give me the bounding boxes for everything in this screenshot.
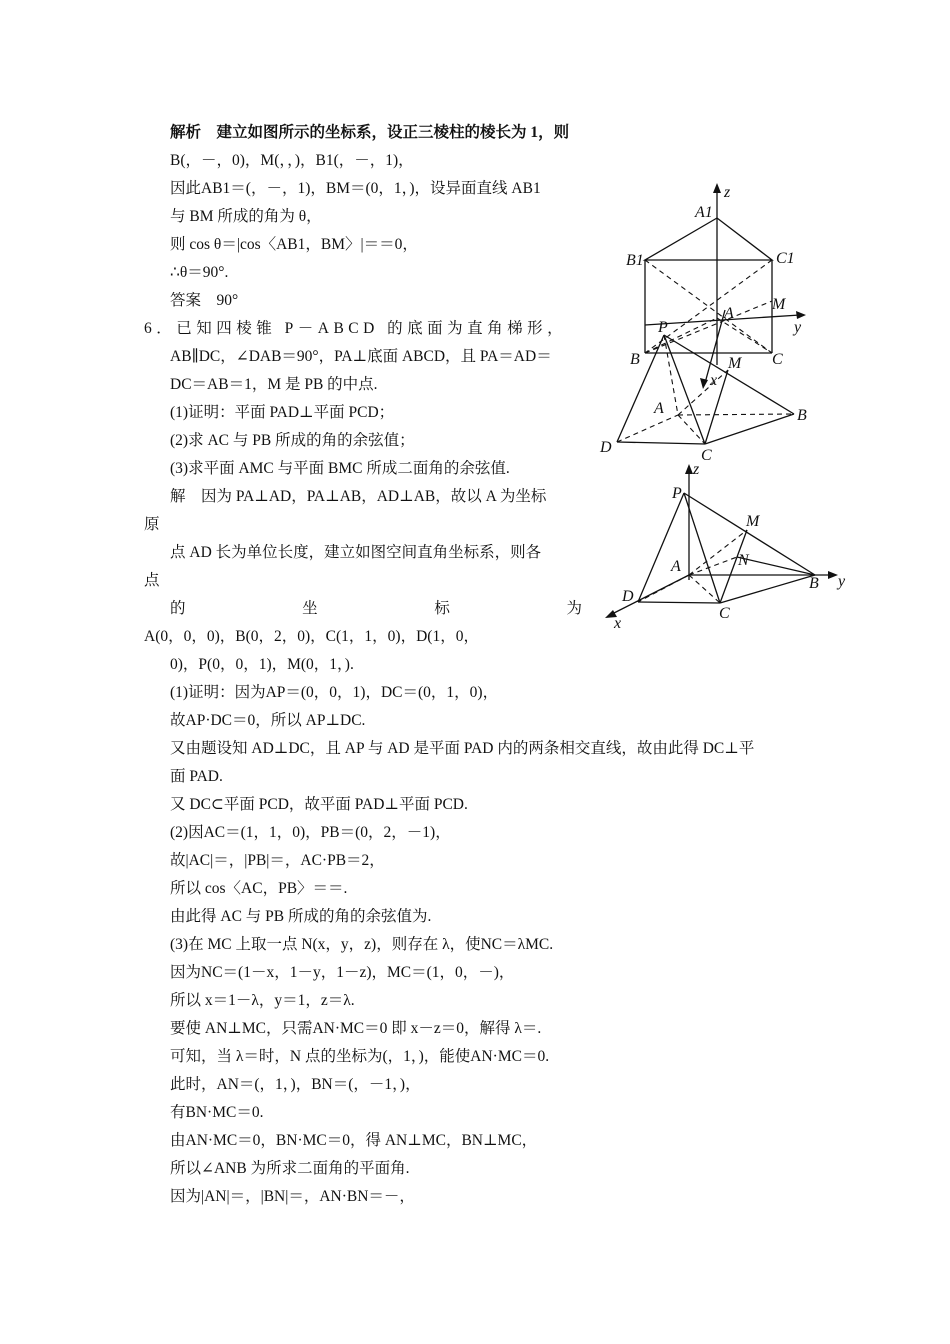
text-line: 可知，当 λ＝时，N 点的坐标为(，1，)，能使AN·MC＝0. xyxy=(170,1048,550,1065)
text-line: 所以 cos〈AC，PB〉＝＝. xyxy=(170,880,348,897)
label-d: D xyxy=(600,439,612,456)
text-line: (1)证明：因为AP＝(0，0，1)，DC＝(0，1，0)， xyxy=(170,684,499,701)
text-line: 又 DC⊂平面 PCD，故平面 PAD⊥平面 PCD. xyxy=(170,796,468,813)
text-line: 与 BM 所成的角为 θ， xyxy=(170,208,322,225)
label-p: P xyxy=(658,319,668,336)
spread-line xyxy=(170,599,582,619)
edge-pb xyxy=(664,335,794,414)
pyramid-figure-1 xyxy=(598,318,813,464)
text-line: DC＝AB＝1，M 是 PB 的中点. xyxy=(170,376,378,393)
edge-pb xyxy=(684,493,815,575)
text-line: 面 PAD. xyxy=(170,768,223,785)
spread-char: 的 xyxy=(170,600,186,617)
edge-dc xyxy=(617,442,705,444)
label-m: M xyxy=(728,355,742,372)
text-line: A(0，0，0)，B(0，2，0)，C(1，1，0)，D(1，0， xyxy=(144,628,479,645)
label-p: P xyxy=(672,485,682,502)
y-axis-arrow-icon xyxy=(828,571,838,579)
text-line: 故AP·DC＝0，所以 AP⊥DC. xyxy=(170,712,366,729)
text-line: ∴θ＝90°. xyxy=(170,264,229,281)
label-a: A xyxy=(724,305,734,322)
edge-da xyxy=(617,415,678,442)
label-c1: C1 xyxy=(776,250,795,267)
label-m: M xyxy=(746,513,760,530)
label-b: B xyxy=(797,407,807,424)
edge-cb xyxy=(720,575,815,603)
text-line: 由AN·MC＝0，BN·MC＝0，得 AN⊥MC，BN⊥MC， xyxy=(170,1132,538,1149)
y-axis-label: y xyxy=(794,319,802,336)
text-line: 此时，AN＝(，1，)，BN＝(，－1，)， xyxy=(170,1076,421,1093)
jiexi-label: 解析 建立如图所示的坐标系，设正三棱柱的棱长为 1，则 xyxy=(170,124,570,141)
text-line: 故|AC|＝，|PB|＝，AC·PB＝2， xyxy=(170,852,385,869)
label-c: C xyxy=(719,605,730,622)
text-line: 所以∠ANB 为所求二面角的平面角. xyxy=(170,1160,410,1177)
label-a: A xyxy=(671,558,681,575)
text-line: 因为NC＝(1－x，1－y，1－z)，MC＝(1，0，－)， xyxy=(170,964,515,981)
label-a1: A1 xyxy=(695,204,713,221)
edge-pc xyxy=(664,335,705,444)
label-d: D xyxy=(622,588,634,605)
pyramid-figure-2 xyxy=(600,460,850,635)
problem-6-heading: 6．已知四棱锥 P－ABCD 的底面为直角梯形， xyxy=(144,320,568,337)
z-axis-label: z xyxy=(693,461,700,478)
edge-cm xyxy=(705,370,728,444)
text-line: 点 AD 长为单位长度，建立如图空间直角坐标系，则各 xyxy=(170,544,542,561)
label-c: C xyxy=(772,351,783,368)
z-axis-label: z xyxy=(724,184,731,201)
x-axis-label: x xyxy=(614,615,622,632)
text-line: 因此AB1＝(，－，1)，BM＝(0，1，)，设异面直线 AB1 xyxy=(170,180,541,197)
text-line: 有BN·MC＝0. xyxy=(170,1104,264,1121)
text-line: (3)求平面 AMC 与平面 BMC 所成二面角的余弦值. xyxy=(170,460,510,477)
text-line: 则 cos θ＝|cos〈AB1，BM〉|＝＝0， xyxy=(170,236,418,253)
label-b1: B1 xyxy=(626,252,644,269)
text-line: 由此得 AC 与 PB 所成的角的余弦值为. xyxy=(170,908,432,925)
text-line: 因为|AN|＝，|BN|＝，AN·BN＝－， xyxy=(170,1188,415,1205)
text-line: 又由题设知 AD⊥DC，且 AP 与 AD 是平面 PAD 内的两条相交直线，故由此得 DC⊥平 xyxy=(170,740,755,757)
text-line: 要使 AN⊥MC，只需AN·MC＝0 即 x－z＝0，解得 λ＝. xyxy=(170,1020,542,1037)
segment-nb xyxy=(737,557,815,575)
text-line: (2)求 AC 与 PB 所成的角的余弦值； xyxy=(170,432,415,449)
z-axis-arrow-icon xyxy=(713,183,721,193)
text-line: AB∥DC，∠DAB＝90°，PA⊥底面 ABCD，且 PA＝AD＝ xyxy=(170,348,552,365)
segment-an xyxy=(689,557,737,575)
edge-cb xyxy=(705,414,794,444)
label-b: B xyxy=(630,351,640,368)
y-axis-label: y xyxy=(838,573,846,590)
text-line: B(，－，0)，M(，，)，B1(，－，1)， xyxy=(170,152,414,169)
spread-char: 坐 xyxy=(302,600,318,617)
text-line: 点 xyxy=(144,572,160,589)
text-line: (3)在 MC 上取一点 N(x，y，z)，则存在 λ，使NC＝λMC. xyxy=(170,936,554,953)
label-m: M xyxy=(772,296,786,313)
solution-line: 解 因为 PA⊥AD，PA⊥AB，AD⊥AB，故以 A 为坐标 xyxy=(170,488,547,505)
x-axis-label: x xyxy=(710,372,718,389)
text-line: 所以 x＝1－λ，y＝1，z＝λ. xyxy=(170,992,355,1009)
label-c: C xyxy=(701,447,712,464)
edge-ab xyxy=(678,414,794,415)
label-a: A xyxy=(654,400,664,417)
spread-char: 为 xyxy=(566,600,582,617)
text-line: 原 xyxy=(144,516,160,533)
edge-pd xyxy=(638,493,684,602)
edge-pd xyxy=(617,335,664,442)
edge-ac xyxy=(678,415,705,444)
edge-dc xyxy=(638,602,720,603)
text-line: (1)证明：平面 PAD⊥平面 PCD； xyxy=(170,404,395,421)
label-n: N xyxy=(738,552,749,569)
text-line: 0)，P(0，0，1)，M(0，1，). xyxy=(170,656,354,673)
top-face xyxy=(645,218,772,260)
answer-line: 答案 90° xyxy=(170,292,239,309)
edge-pa xyxy=(664,335,678,415)
text-line: (2)因AC＝(1，1，0)，PB＝(0，2，－1)， xyxy=(170,824,451,841)
jiexi-line xyxy=(170,123,569,143)
z-axis-arrow-icon xyxy=(685,464,693,474)
label-b: B xyxy=(809,575,819,592)
spread-char: 标 xyxy=(434,600,450,617)
